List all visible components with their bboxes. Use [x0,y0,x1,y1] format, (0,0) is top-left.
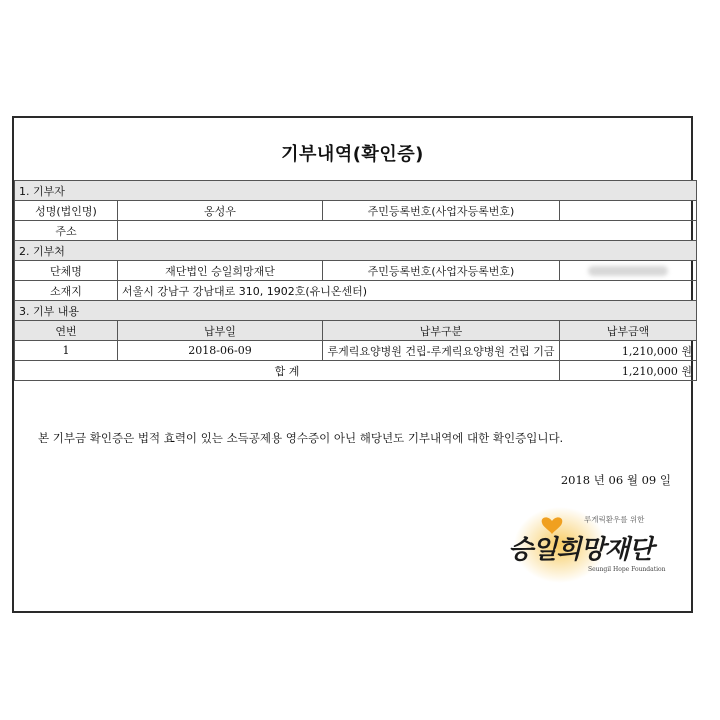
recipient-location-label: 소재지 [15,281,118,301]
donor-address-value [118,221,697,241]
row-date: 2018-06-09 [118,341,323,361]
donation-certificate [12,116,693,613]
row-category: 루게릭요양병원 건립-루게릭요양병원 건립 기금 [323,341,560,361]
column-header-date: 납부일 [118,321,323,341]
row-number: 1 [15,341,118,361]
donor-name-label: 성명(법인명) [15,201,118,221]
table-row [15,341,697,361]
donor-address-label: 주소 [15,221,118,241]
recipient-org-value: 재단법인 승일희망재단 [118,261,323,281]
foundation-logo-graphic [504,501,684,587]
recipient-id-value-redacted [560,261,697,281]
certificate-table [14,180,697,381]
donor-section-header: 1. 기부자 [15,181,697,201]
recipient-org-label: 단체명 [15,261,118,281]
issue-date: 2018 년 06 월 09 일 [560,473,671,487]
logo-english-name: Seungil Hope Foundation [588,566,666,573]
row-amount: 1,210,000 원 [560,341,697,361]
recipient-section-header: 2. 기부처 [15,241,697,261]
donor-name-value: 옹성우 [118,201,323,221]
legal-notice: 본 기부금 확인증은 법적 효력이 있는 소득공제용 영수증이 아닌 해당년도 기부내역에 대한 확인증입니다. [38,431,564,445]
logo-name: 승일희망재단 [508,535,653,565]
recipient-id-label: 주민등록번호(사업자등록번호) [323,261,560,281]
column-header-category: 납부구분 [323,321,560,341]
details-section-header: 3. 기부 내용 [15,301,697,321]
column-header-amount: 납부금액 [560,321,697,341]
donor-id-value [560,201,697,221]
logo-tagline: 루게릭환우를 위한 [584,515,645,524]
foundation-logo [504,501,684,587]
column-header-number: 연번 [15,321,118,341]
recipient-location-value: 서울시 강남구 강남대로 310, 1902호(유니온센터) [118,281,697,301]
redaction-blur [588,266,668,276]
total-amount: 1,210,000 원 [560,361,697,381]
total-label: 합 계 [15,361,560,381]
donor-id-label: 주민등록번호(사업자등록번호) [323,201,560,221]
document-title: 기부내역(확인증) [281,144,424,165]
